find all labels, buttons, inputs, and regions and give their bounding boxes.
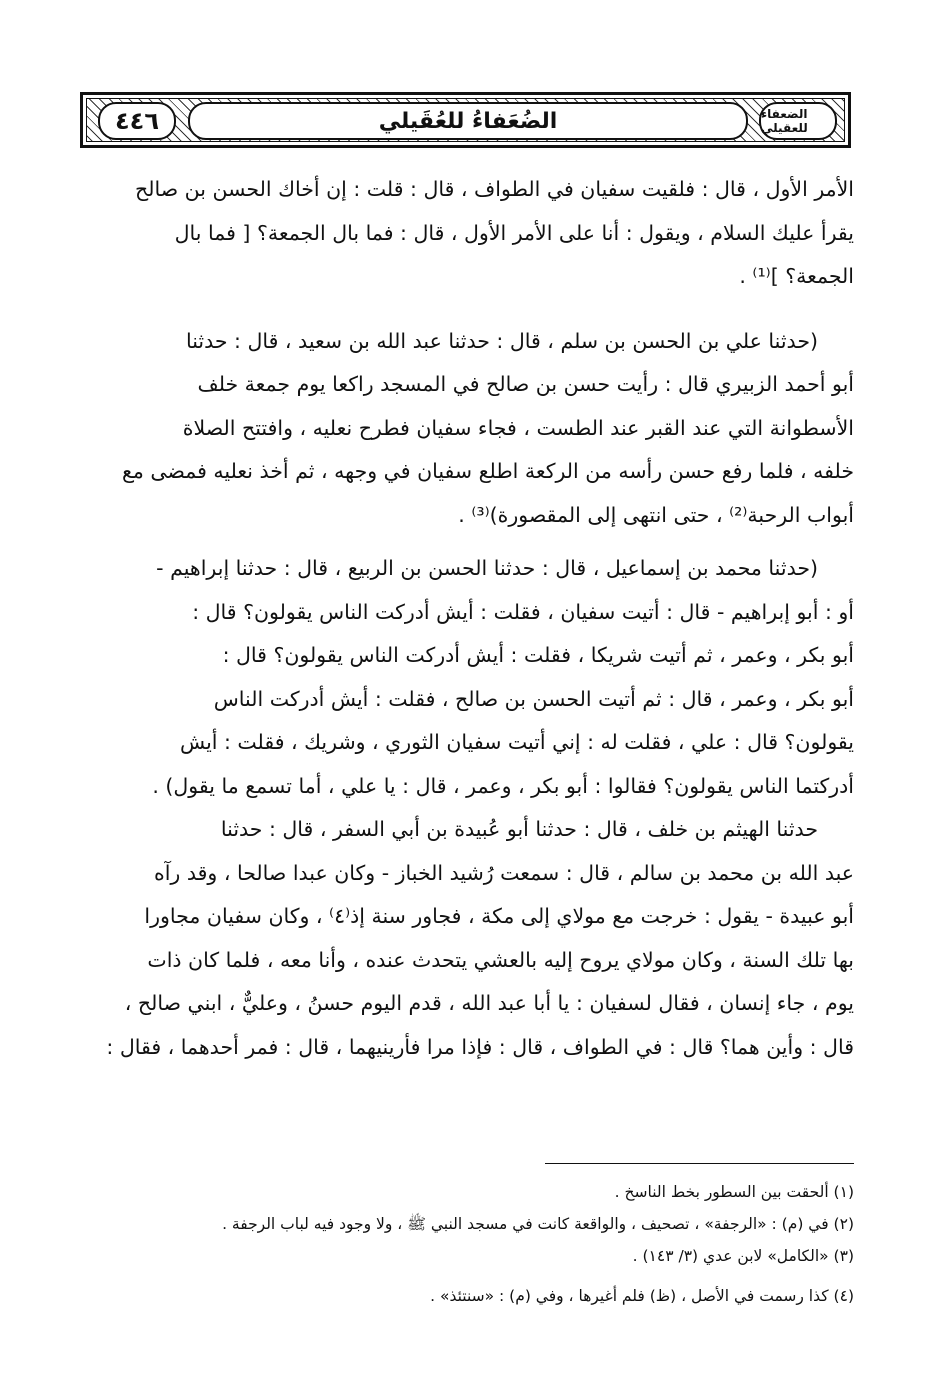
footnote: (٤) كذا رسمت في الأصل ، (ظ) فلم أغيرها ، وفي (م) : «سنتئذ» . [430, 1287, 854, 1305]
text-line: أبواب الرحبة⁽²⁾ ، حتى انتهى إلى المقصورة)⁽³⁾ . [458, 502, 854, 527]
page-number: ٤٤٦ [98, 102, 176, 140]
text-line: أدركتما الناس يقولون؟ فقالوا : أبو بكر ، وعمر ، قال : يا علي ، أما تسمع ما يقول) . [152, 773, 854, 798]
text-line: الأمر الأول ، قال : فلقيت سفيان في الطواف ، قال : قلت : إن أخاك الحسن بن صالح [135, 177, 854, 201]
text-line: أو : أبو إبراهيم - قال : أتيت سفيان ، فقلت : أيش أدركت الناس يقولون؟ قال : [192, 599, 854, 624]
page-header [80, 92, 851, 148]
text-line: (حدثنا محمد بن إسماعيل ، قال : حدثنا الحسن بن الربيع ، قال : حدثنا إبراهيم - [156, 556, 818, 580]
text-line: عبد الله بن محمد بن سالم ، قال : سمعت رُشيد الخباز - وكان عبدا صالحا ، وقد رآه [153, 860, 854, 885]
text-line: الأسطوانة التي عند القبر عند الطست ، فجاء سفيان فطرح نعليه ، وافتتح الصلاة [182, 415, 854, 440]
text-line: يوم ، جاء إنسان ، فقال لسفيان : يا أبا عبد الله ، قدم اليوم حسنُ ، وعليٌّ ، ابني صالح ، [124, 991, 854, 1015]
footnote: (٢) في (م) : «الرجفة» ، تصحيف ، والواقعة كانت في مسجد النبي ﷺ ، ولا وجود فيه لباب الرجفة . [222, 1215, 854, 1233]
book-title: الضُعَفاءُ للعُقَيلي [188, 102, 748, 140]
text-line: حدثنا الهيثم بن خلف ، قال : حدثنا أبو عُبيدة بن أبي السفر ، قال : حدثنا [220, 817, 818, 841]
text-line: أبو أحمد الزبيري قال : رأيت حسن بن صالح في المسجد راكعا يوم جمعة خلف [197, 372, 854, 396]
footnote-divider [545, 1163, 854, 1164]
text-line: بها تلك السنة ، وكان مولاي يروح إليه بالعشي يتحدث عنده ، وأنا معه ، فلما كان ذات [147, 947, 854, 972]
text-line: أبو بكر ، وعمر ، ثم أتيت شريكا ، فقلت : أيش أدركت الناس يقولون؟ قال : [222, 643, 854, 667]
text-line: خلفه ، فلما رفع حسن رأسه من الركعة اطلع سفيان في وجهه ، ثم أخذ نعليه فمضى مع [121, 459, 854, 483]
text-line: أبو عبيدة - يقول : خرجت مع مولاي إلى مكة ، فجاور سنة إذ⁽٤⁾ ، وكان سفيان مجاورا [144, 904, 854, 928]
book-title-emblem: الضعفاء للعقيلي [759, 102, 837, 140]
text-line: أبو بكر ، وعمر ، قال : ثم أتيت الحسن بن صالح ، فقلت : أيش أدركت الناس [213, 686, 854, 711]
footnote: (١) ألحقت بين السطور بخط الناسخ . [614, 1183, 854, 1201]
text-line: يقرأ عليك السلام ، ويقول : أنا على الأمر الأول ، قال : فما بال الجمعة؟ [ فما بال [174, 220, 854, 245]
text-line: الجمعة؟ ]⁽¹⁾ . [739, 264, 854, 288]
text-line: (حدثنا علي بن الحسن بن سلم ، قال : حدثنا عبد الله بن سعيد ، قال : حدثنا [185, 328, 818, 353]
text-line: قال : وأين هما؟ قال : في الطواف ، قال : فإذا مرا فأرينيهما ، قال : فمر أحدهما ، فقال : [106, 1034, 854, 1059]
footnotes [85, 1176, 854, 1312]
text-line: يقولون؟ قال : علي ، فقلت له : إني أتيت سفيان الثوري ، وشريك ، فقلت : أيش [179, 730, 854, 754]
main-text [85, 168, 854, 1069]
footnote: (٣) «الكامل» لابن عدي (٣/ ١٤٣) . [632, 1247, 854, 1265]
